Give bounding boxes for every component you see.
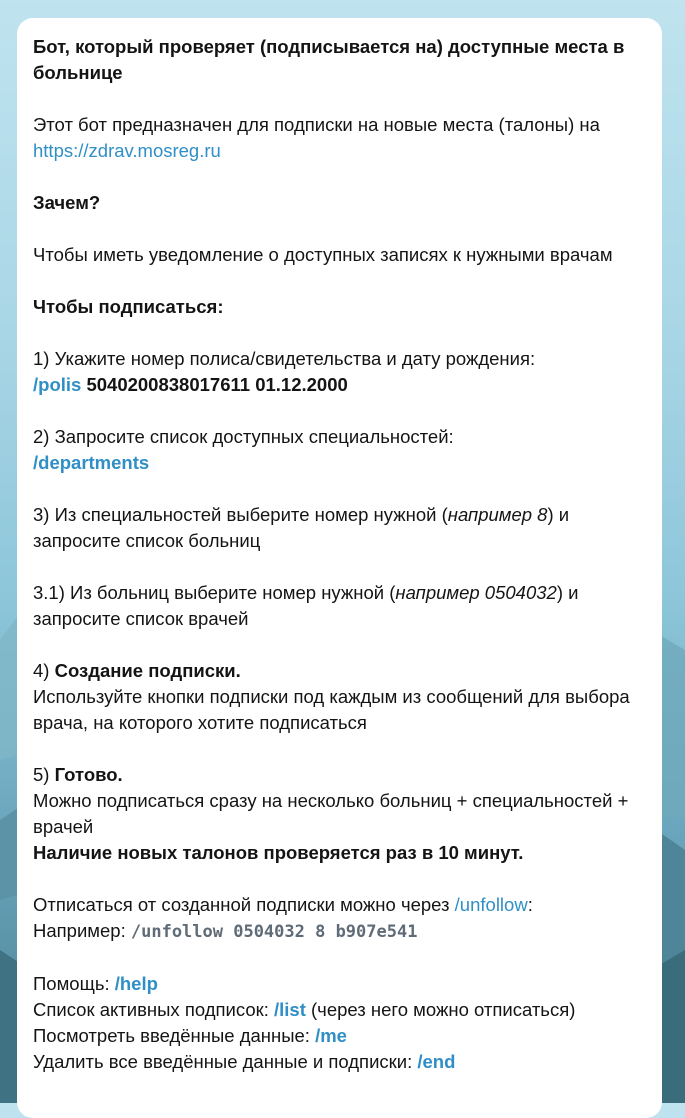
step-5-text: Можно подписаться сразу на несколько больниц + специальностей + врачей [33, 790, 629, 837]
me-command[interactable]: /me [315, 1025, 347, 1046]
step-2-text: 2) Запросите список доступных специальностей: [33, 426, 454, 447]
commands-list [33, 971, 646, 1075]
zdrav-link[interactable]: https://zdrav.mosreg.ru [33, 140, 221, 161]
step-3-1-pre: 3.1) Из больниц выберите номер нужной ( [33, 582, 396, 603]
step-4-number: 4) [33, 660, 55, 681]
subscribe-heading: Чтобы подписаться: [33, 296, 224, 317]
unfollow-command[interactable]: /unfollow [454, 894, 528, 915]
polis-command[interactable]: /polis [33, 374, 82, 395]
help-label: Помощь: [33, 973, 110, 994]
step-4 [33, 658, 646, 736]
step-3-1-example: например 0504032 [395, 582, 557, 603]
example-label: Например: [33, 920, 126, 941]
intro-paragraph [33, 112, 646, 164]
step-5-check-interval: Наличие новых талонов проверяется раз в 10 минут. [33, 842, 524, 863]
why-heading: Зачем? [33, 192, 101, 213]
intro-text: Этот бот предназначен для подписки на новые места (талоны) на [33, 114, 600, 135]
step-3-1-post: ) и запросите список врачей [33, 582, 579, 629]
message-bubble [17, 18, 662, 1118]
step-3-pre: 3) Из специальностей выберите номер нужной ( [33, 504, 448, 525]
list-note: (через него можно отписаться) [311, 999, 576, 1020]
list-command[interactable]: /list [274, 999, 306, 1020]
list-label: Список активных подписок: [33, 999, 269, 1020]
end-label: Удалить все введённые данные и подписки: [33, 1051, 413, 1072]
why-text: Чтобы иметь уведомление о доступных записях к нужными врачам [33, 244, 613, 265]
step-4-text: Используйте кнопки подписки под каждым из сообщений для выбора врача, на которого хотите подписаться [33, 686, 630, 733]
step-2 [33, 424, 646, 476]
polis-value: 5040200838017611 01.12.2000 [86, 374, 348, 395]
step-5-number: 5) [33, 764, 55, 785]
message-title: Бот, который проверяет (подписывается на) доступные места в больнице [33, 36, 625, 83]
step-3-1 [33, 580, 646, 632]
help-command[interactable]: /help [114, 973, 158, 994]
step-5 [33, 762, 646, 866]
step-3-post: ) и запросите список больниц [33, 504, 570, 551]
departments-command[interactable]: /departments [33, 452, 150, 473]
me-label: Посмотреть введённые данные: [33, 1025, 310, 1046]
step-1-text: 1) Укажите номер полиса/свидетельства и дату рождения: [33, 348, 536, 369]
unfollow-paragraph [33, 892, 646, 945]
step-3 [33, 502, 646, 554]
step-3-example: например 8 [447, 504, 548, 525]
end-command[interactable]: /end [417, 1051, 456, 1072]
step-5-heading: Готово. [54, 764, 123, 785]
unfollow-example-code[interactable]: /unfollow 0504032 8 b907e541 [130, 922, 418, 942]
step-4-heading: Создание подписки. [54, 660, 241, 681]
step-1 [33, 346, 646, 398]
unfollow-colon: : [527, 894, 533, 915]
unfollow-text: Отписаться от созданной подписки можно через [33, 894, 450, 915]
